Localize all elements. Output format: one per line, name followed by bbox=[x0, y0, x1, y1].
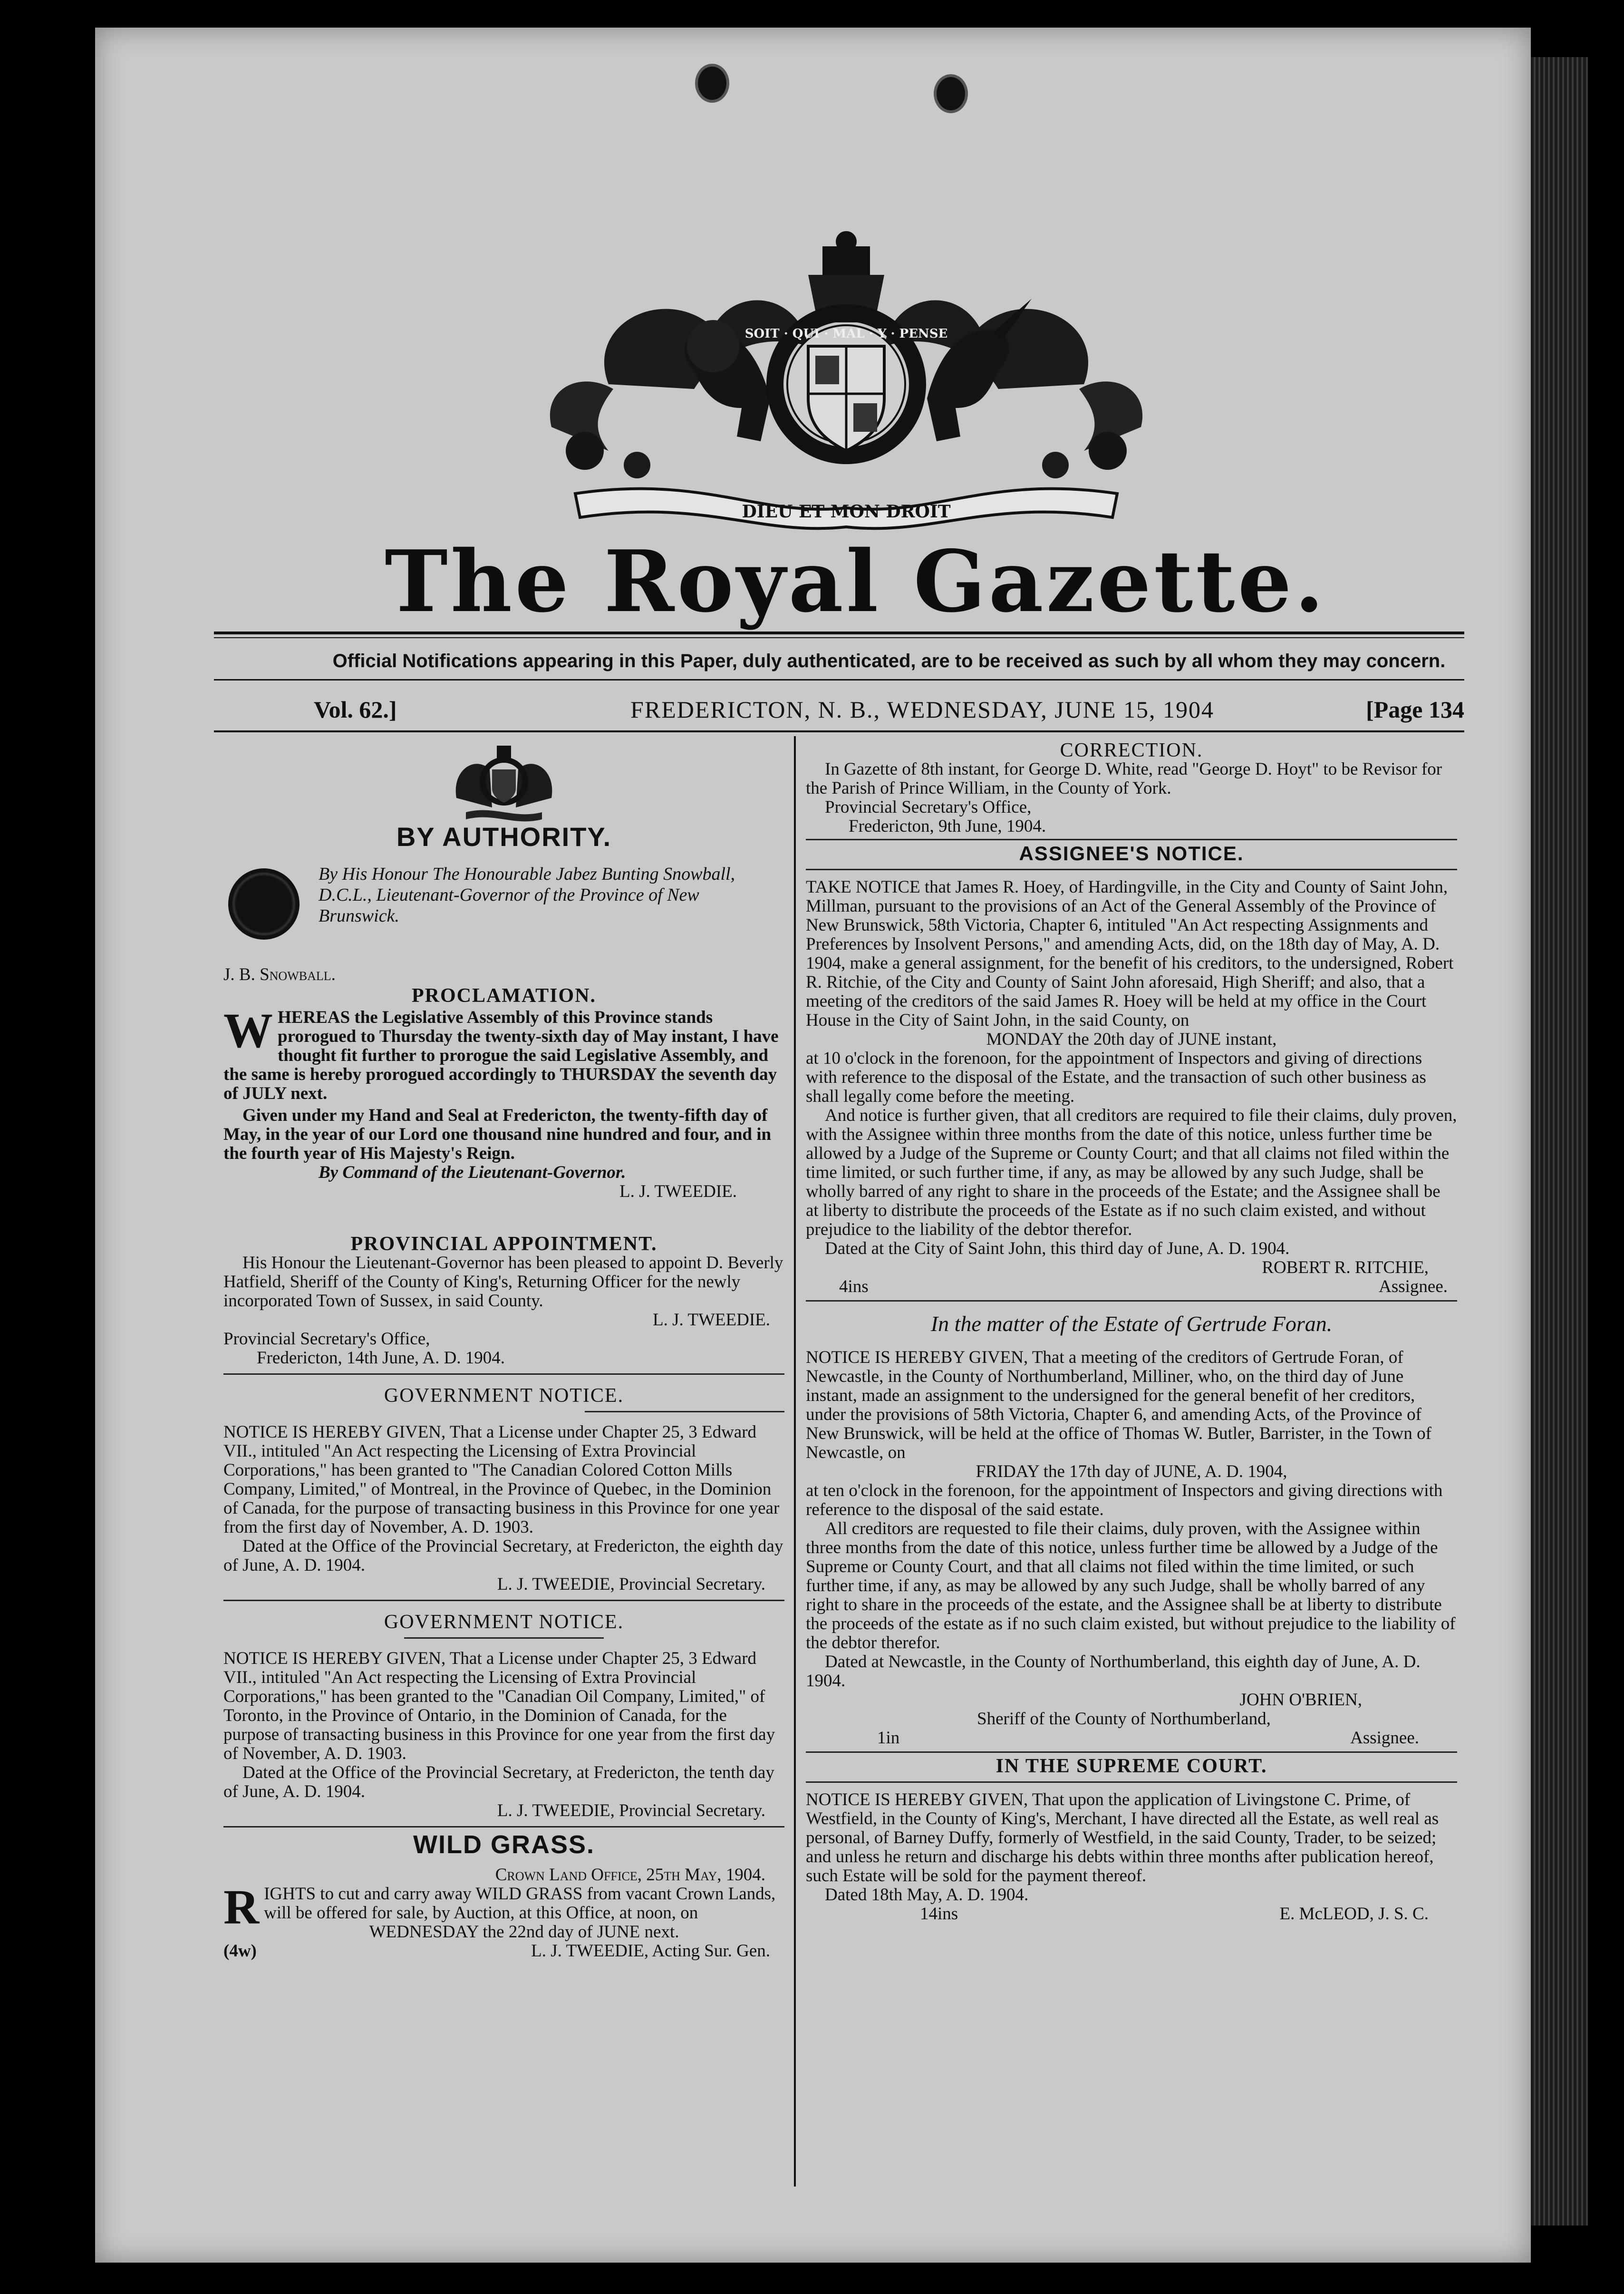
section-rule bbox=[223, 1600, 784, 1601]
correction-heading: CORRECTION. bbox=[1060, 739, 1203, 761]
appointment-date: Fredericton, 14th June, A. D. 1904. bbox=[257, 1348, 505, 1368]
correction-body: In Gazette of 8th instant, for George D. White, read "George D. Hoyt" to be Revisor for the Parish of Prince William, in the County of York. bbox=[806, 759, 1442, 798]
proclamation-given: Given under my Hand and Seal at Fredericton, the twenty-fifth day of May, in the year of our Lord one thousand nine hundred and four, and in the fourth year of His Majesty's Reign. bbox=[223, 1106, 772, 1163]
correction-date: Fredericton, 9th June, 1904. bbox=[849, 817, 1046, 836]
supreme-insertions: 14ins bbox=[920, 1904, 958, 1924]
assignee-dated: Dated at the City of Saint John, this third day of June, A. D. 1904. bbox=[825, 1239, 1290, 1258]
section-rule bbox=[806, 1751, 1457, 1753]
assignee-meeting: MONDAY the 20th day of JUNE instant, bbox=[986, 1030, 1277, 1049]
assignee-body-3: And notice is further given, that all creditors are required to file their claims, duly proven, with the Assignee within three months from the date of this notice, unless further time be allowed by a Judge of the Supreme or County Court; and that all claims not filed within the time limited, or such further time, if any, as may be allowed by any such Judge, shall be wholly barred of any right to share in the proceeds of the Estate; and the Assignee shall be at liberty to distribute the proceeds of the Estate as if no such claim existed, and without prejudice to the liability of the debtor therefor. bbox=[806, 1106, 1457, 1239]
governor-signature: J. B. Snowball. bbox=[223, 965, 336, 984]
section-rule bbox=[585, 1411, 784, 1412]
volume-number: Vol. 62.] bbox=[314, 696, 397, 723]
appointment-body: His Honour the Lieutenant-Governor has been pleased to appoint D. Beverly Hatfield, Sheriff of the County of King's, Returning Officer for the newly incorporated Town of Sussex, in said County. bbox=[223, 1253, 783, 1311]
wild-grass-insertions: (4w) bbox=[223, 1941, 257, 1961]
foran-sheriff: Sheriff of the County of Northumberland, bbox=[977, 1709, 1271, 1729]
gov-notice-1-dated: Dated at the Office of the Provincial Secretary, at Fredericton, the eighth day of June, A. D. 1904. bbox=[223, 1536, 783, 1575]
masthead-rule bbox=[214, 632, 1464, 634]
proclamation-command: By Command of the Lieutenant-Governor. bbox=[319, 1163, 626, 1182]
masthead-title: The Royal Gazette. bbox=[385, 532, 1327, 631]
wild-grass-office: Crown Land Office, 25th May, 1904. bbox=[495, 1865, 765, 1885]
gov-notice-2-body: NOTICE IS HEREBY GIVEN, That a License under Chapter 25, 3 Edward VII., intituled "An Act respecting the Licensing of Extra Provincial Corporations," has been granted to the "Canadian Oil Company, Limited," of Toronto, in the Province of Ontario, in the Dominion of Canada, for the purpose of transacting business in this Province for one year from the first day of November, A. D. 1903. bbox=[223, 1649, 775, 1763]
masthead-rule bbox=[214, 637, 1464, 638]
supreme-dated: Dated 18th May, A. D. 1904. bbox=[825, 1885, 1029, 1905]
foran-heading: In the matter of the Estate of Gertrude Foran. bbox=[930, 1312, 1333, 1336]
section-rule bbox=[223, 1373, 784, 1375]
wild-grass-dropcap: R bbox=[223, 1880, 260, 1934]
supreme-signed: E. McLEOD, J. S. C. bbox=[1279, 1904, 1429, 1924]
foran-body-3: All creditors are requested to file their claims, duly proven, with the Assignee within three months from the date of this notice, unless further time be allowed by a Judge of the Supreme or County Court, and that all claims not filed within the time limited, or such further time, if any, as may be allowed by any such Judge, shall be wholly barred of any right to share in the proceeds of the estate, and the Assignee shall be at liberty to distribute the proceeds of the estate as if no such claim existed, but without prejudice to the liability of the debtor therefor. bbox=[806, 1519, 1456, 1652]
right-column bbox=[806, 741, 1457, 1925]
foran-title: Assignee. bbox=[1350, 1728, 1419, 1748]
appointment-office: Provincial Secretary's Office, bbox=[223, 1329, 430, 1349]
left-column bbox=[223, 741, 784, 1963]
by-authority-heading: BY AUTHORITY. bbox=[396, 822, 612, 852]
section-rule bbox=[806, 1781, 1457, 1783]
section-rule bbox=[806, 839, 1457, 840]
assignee-heading: ASSIGNEE'S NOTICE. bbox=[1019, 842, 1244, 865]
crest-motto: SOIT · QUI · MAL · Y · PENSE bbox=[744, 327, 948, 341]
gov-notice-2-signed: L. J. TWEEDIE, Provincial Secretary. bbox=[497, 1801, 765, 1820]
assignee-signed: ROBERT R. RITCHIE, bbox=[1262, 1258, 1429, 1277]
small-crest-icon bbox=[447, 741, 561, 822]
royal-coat-of-arms-icon bbox=[513, 227, 1179, 532]
gov-notice-2-heading: GOVERNMENT NOTICE. bbox=[384, 1611, 624, 1633]
page-number: [Page 134 bbox=[1366, 696, 1464, 723]
proclamation-dropcap: W bbox=[223, 1003, 273, 1058]
correction-office: Provincial Secretary's Office, bbox=[825, 797, 1032, 817]
gazette-page bbox=[95, 28, 1531, 2263]
binding-hole bbox=[934, 74, 968, 113]
wild-grass-body: IGHTS to cut and carry away WILD GRASS from vacant Crown Lands, will be offered for sale, by Auction, at this Office, at noon, on bbox=[264, 1884, 776, 1923]
wild-grass-signed: L. J. TWEEDIE, Acting Sur. Gen. bbox=[531, 1941, 770, 1961]
subtitle-rule bbox=[214, 679, 1464, 680]
assignee-body: TAKE NOTICE that James R. Hoey, of Hardingville, in the City and County of Saint John, Millman, pursuant to the provisions of an Act of the General Assembly of the Province of New Brunswick, 58th Victoria, Chapter 6, intituled "An Act respecting Assignments and Preferences by Insolvent Persons," and amending Acts, did, on the 18th day of May, A. D. 1904, make a general assignment, for the benefit of his creditors, to the undersigned, Robert R. Ritchie, of the City and County of Saint John aforesaid, High Sheriff; and also, that a meeting of the creditors of the said James R. Hoey will be held at my office in the Court House in the City of Saint John, in the said County, on bbox=[806, 877, 1454, 1030]
governor-text: By His Honour The Honourable Jabez Bunting Snowball, D.C.L., Lieutenant-Governor of the Province of New Brunswick. bbox=[319, 864, 735, 926]
gov-notice-2-dated: Dated at the Office of the Provincial Secretary, at Fredericton, the tenth day of June, A. D. 1904. bbox=[223, 1763, 774, 1801]
section-rule bbox=[223, 1826, 784, 1827]
dateline-rule bbox=[214, 730, 1464, 732]
wild-grass-heading: WILD GRASS. bbox=[413, 1830, 595, 1859]
foran-insertions: 1in bbox=[877, 1728, 900, 1748]
masthead-subtitle: Official Notifications appearing in this Paper, duly authenticated, are to be received as such by all whom they may concern. bbox=[332, 651, 1446, 671]
gov-notice-1-signed: L. J. TWEEDIE, Provincial Secretary. bbox=[497, 1575, 765, 1594]
wild-grass-date: WEDNESDAY the 22nd day of JUNE next. bbox=[369, 1922, 679, 1942]
foran-signed: JOHN O'BRIEN, bbox=[1239, 1690, 1362, 1710]
appointment-signed: L. J. TWEEDIE. bbox=[653, 1310, 770, 1330]
section-rule bbox=[806, 869, 1457, 870]
crest-banner: DIEU ET MON DROIT bbox=[742, 502, 951, 522]
gov-notice-1-body: NOTICE IS HEREBY GIVEN, That a License under Chapter 25, 3 Edward VII., intituled "An Act respecting the Licensing of Extra Provincial Corporations," has been granted to "The Canadian Colored Cotton Mills Company, Limited," of Montreal, in the Province of Quebec, in the Dominion of Canada, for the purpose of transacting business in this Province for one year from the first day of November, A. D. 1903. bbox=[223, 1422, 780, 1537]
foran-meeting: FRIDAY the 17th day of JUNE, A. D. 1904, bbox=[976, 1462, 1287, 1481]
publication-date: FREDERICTON, N. B., WEDNESDAY, JUNE 15, 1904 bbox=[630, 696, 1214, 723]
binding-hole bbox=[695, 64, 729, 103]
official-seal-icon bbox=[228, 868, 300, 940]
dateline-bar bbox=[314, 696, 1464, 729]
proclamation-signed: L. J. TWEEDIE. bbox=[619, 1182, 737, 1201]
proclamation-body: HEREAS the Legislative Assembly of this Province stands prorogued to Thursday the twenty-sixth day of May instant, I have thought fit further to prorogue the said Legislative Assembly, and the same is hereby prorogued accordingly to THURSDAY the seventh day of JULY next. bbox=[223, 1008, 779, 1103]
foran-dated: Dated at Newcastle, in the County of Northumberland, this eighth day of June, A. D. 1904. bbox=[806, 1652, 1421, 1691]
foran-body-2: at ten o'clock in the forenoon, for the appointment of Inspectors and giving directions with reference to the disposal of the said estate. bbox=[806, 1481, 1443, 1519]
appointment-heading: PROVINCIAL APPOINTMENT. bbox=[350, 1233, 657, 1255]
assignee-body-2: at 10 o'clock in the forenoon, for the appointment of Inspectors and giving of directions with reference to the disposal of the Estate, and the transaction of such other business as shall legally come before the meeting. bbox=[806, 1049, 1426, 1106]
assignee-title: Assignee. bbox=[1379, 1277, 1448, 1296]
gov-notice-1-heading: GOVERNMENT NOTICE. bbox=[384, 1385, 624, 1407]
page-stack-edges bbox=[1531, 57, 1588, 2226]
assignee-insertions: 4ins bbox=[839, 1277, 869, 1296]
section-rule bbox=[404, 1637, 604, 1639]
supreme-body: NOTICE IS HEREBY GIVEN, That upon the application of Livingstone C. Prime, of Westfield, in the County of King's, Merchant, I have directed all the Estate, as well real as personal, of Barney Duffy, formerly of Westfield, in the said County, Trader, to be seized; and unless he return and discharge his debts within three months after publication hereof, such Estate will be sold for the payment thereof. bbox=[806, 1790, 1439, 1886]
column-divider bbox=[794, 736, 796, 2187]
foran-body: NOTICE IS HEREBY GIVEN, That a meeting of the creditors of Gertrude Foran, of Newcastle, in the County of Northumberland, Milliner, who, on the third day of June instant, made an assignment to the undersigned for the general benefit of her creditors, under the provisions of 58th Victoria, Chapter 6, and amending Acts, of the Province of New Brunswick, will be held at the office of Thomas W. Butler, Barrister, in the Town of Newcastle, on bbox=[806, 1348, 1431, 1462]
section-rule bbox=[806, 1300, 1457, 1302]
supreme-court-heading: IN THE SUPREME COURT. bbox=[996, 1755, 1267, 1777]
proclamation-heading: PROCLAMATION. bbox=[411, 985, 597, 1007]
